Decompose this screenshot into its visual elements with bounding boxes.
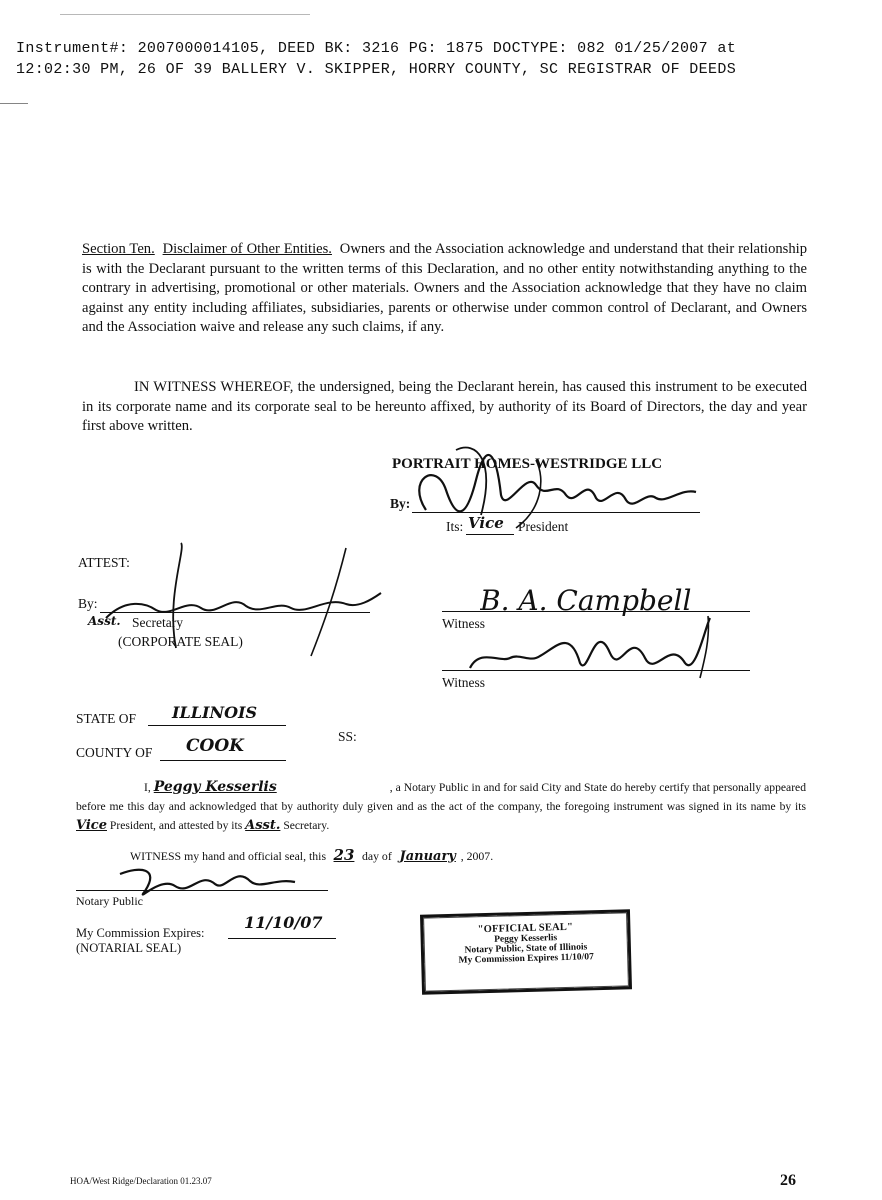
county-line [160,760,286,761]
scan-artifact-left [0,103,28,104]
witness-clause [82,378,807,437]
section-ten-title: Disclaimer of Other Entities. [162,241,332,257]
witness-1-signature-text: B. A. Campbell [480,584,692,617]
month-value: January [399,849,456,864]
section-ten-body: Owners and the Association acknowledge and understand that their relationship is with the Declarant pursuant to the written terms of this Declaration, and no other entity notwithstanding anything to the contrary in advertising, promotional or other materials. Owners and the Association acknowledge that they have no claim against any entity including affiliates, subsidiaries, parents or otherwise under common control of Declarant, and Owners and the Association waive and release any such claims, if any. [82,241,808,336]
official-seal-line-2: Peggy Kesserlis [494,933,558,945]
witness-1-label: Witness [442,616,485,631]
notary-officer-handwritten: Vice [76,818,107,833]
notary-officer-text: President, and attested by its [109,819,243,832]
state-line [148,725,286,726]
attest-secretary-handwritten: Asst. [88,614,121,628]
notary-public-label: Notary Public [76,894,143,908]
official-seal-line-4: My Commission Expires 11/10/07 [458,952,594,966]
official-seal-stamp [420,909,632,994]
state-label: STATE OF [76,711,137,726]
notary-attest-handwritten: Asst. [245,818,281,833]
county-value: COOK [186,736,244,756]
company-its-label: Its: [446,519,464,534]
section-ten-number: Section Ten. [82,241,155,257]
section-ten-paragraph [82,240,807,338]
company-its-handwritten: Vice [468,514,504,532]
notary-signature-line [76,890,328,891]
witness-2-line [442,670,750,671]
witness-2-label: Witness [442,675,485,690]
witness-2-signature [460,608,720,688]
company-name: PORTRAIT HOMES-WESTRIDGE LLC [392,456,663,472]
commission-value: 11/10/07 [244,913,323,932]
company-title-label: President [518,519,569,534]
notary-name: Peggy Kesserlis [153,779,277,795]
day-text: day of [361,849,392,863]
scan-artifact-top [60,14,310,15]
notary-attest-text: Secretary. [283,819,330,832]
official-seal-line-3: Notary Public, State of Illinois [464,942,588,956]
company-signature [396,440,726,530]
state-value: ILLINOIS [172,703,258,722]
corporate-seal-label: (CORPORATE SEAL) [118,634,243,649]
attest-secretary-label: Secretary [132,615,183,630]
company-by-label: By: [390,496,411,511]
notary-certification [76,778,806,835]
commission-line [228,938,336,939]
commission-label: My Commission Expires: [76,926,205,940]
ss-label: SS: [338,729,357,744]
attest-by-label: By: [78,596,98,611]
attest-label: ATTEST: [78,555,130,570]
day-value: 23 [333,846,355,864]
county-label: COUNTY OF [76,745,153,760]
footer-document-reference: HOA/West Ridge/Declaration 01.23.07 [70,1176,212,1186]
recording-header-line-1: Instrument#: 2007000014105, DEED BK: 3216 PG: 1875 DOCTYPE: 082 01/25/2007 at [16,40,737,57]
official-seal-line-1: "OFFICIAL SEAL" [477,921,574,936]
year-text: , 2007. [460,849,494,863]
recording-header-line-2: 12:02:30 PM, 26 OF 39 BALLERY V. SKIPPER, HORRY COUNTY, SC REGISTRAR OF DEEDS [16,61,737,78]
page-number: 26 [780,1172,796,1189]
witness-clause-text: IN WITNESS WHEREOF, the undersigned, being the Declarant herein, has caused this instrument to be executed in its corporate name and its corporate seal to be hereunto affixed, by authority of its Board of Directors, the day and year first above written. [82,379,807,435]
notary-intro-text: , a Notary Public in and for said City and State do hereby certify that personally appeared before me this day and acknowledged that by authority duly given and as the act of the company, the foregoing instrument was signed in its name by its [76,781,806,813]
company-its-line [466,534,514,535]
witness-prefix: WITNESS my hand and official seal, this [130,849,327,863]
notary-intro-prefix: I, [144,781,151,794]
notarial-seal-label: (NOTARIAL SEAL) [76,941,182,955]
